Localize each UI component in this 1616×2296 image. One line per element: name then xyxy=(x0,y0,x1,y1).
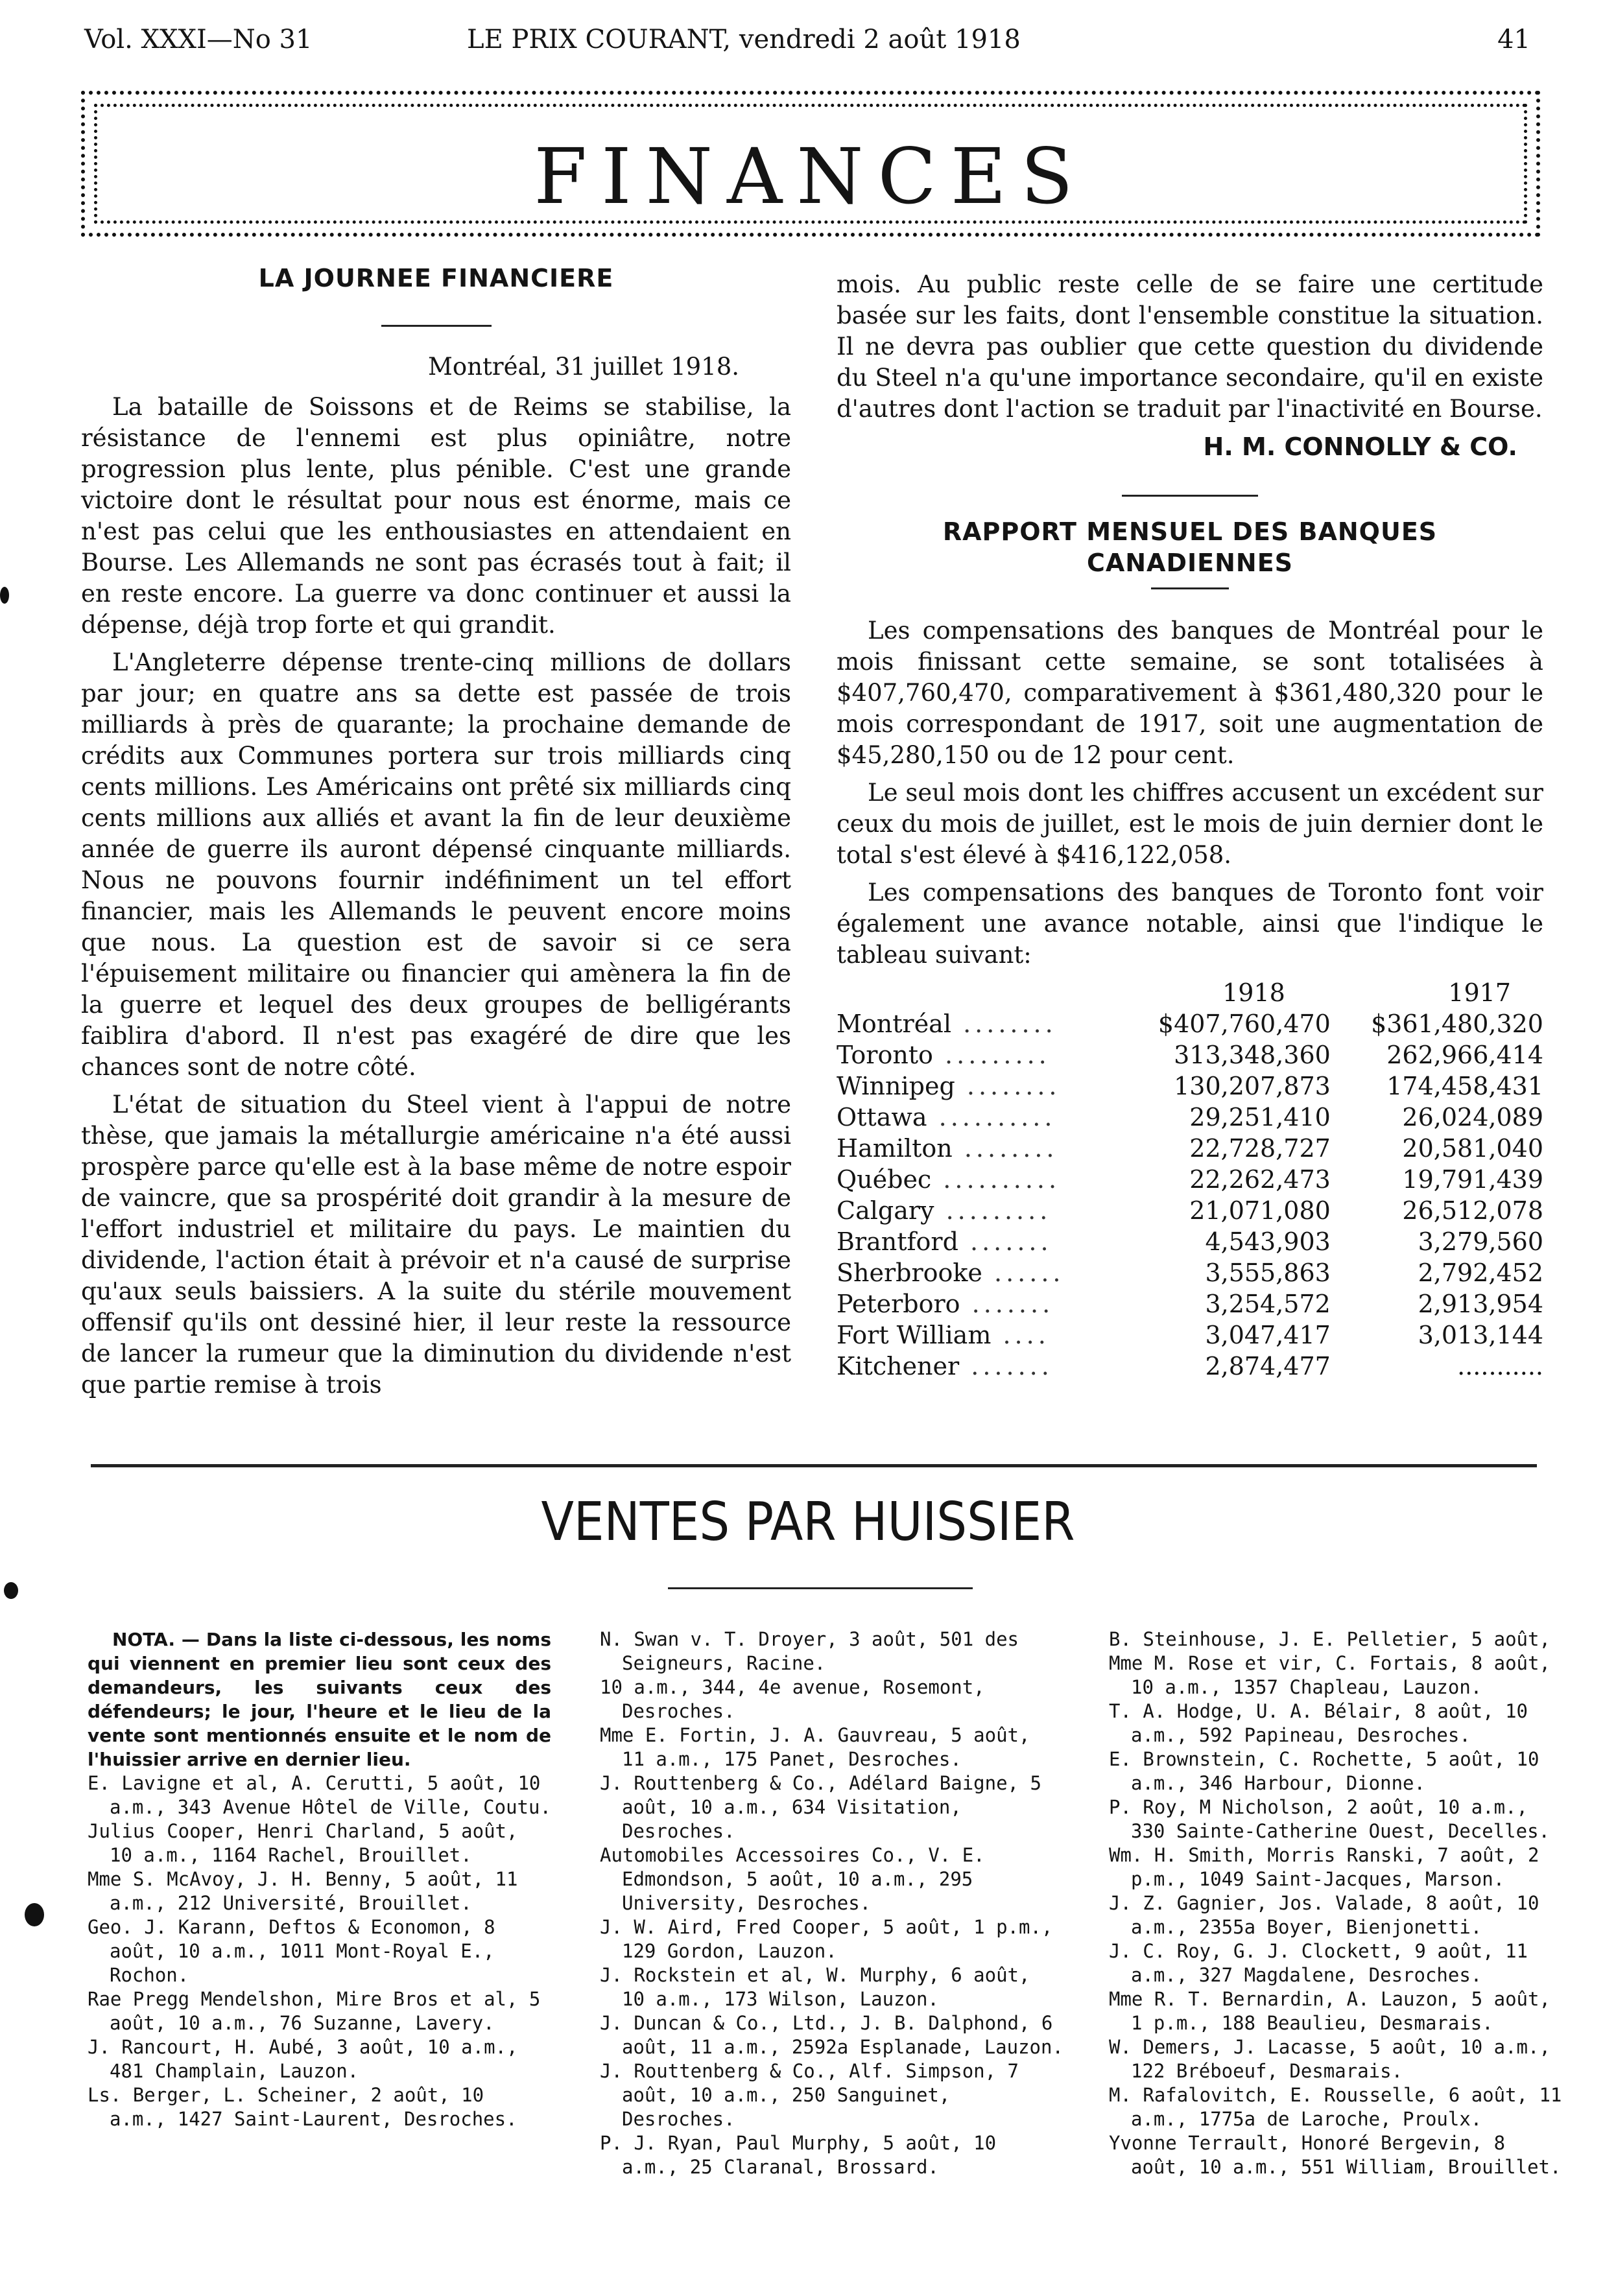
value-1918: 21,071,080 xyxy=(1189,1196,1331,1225)
value-1917: 3,279,560 xyxy=(1418,1227,1543,1256)
list-item: Geo. J. Karann, Deftos & Economon, 8 août, 10 a.m., 1011 Mont-Royal E., Rochon. xyxy=(88,1916,495,1986)
journal-title-date: LE PRIX COURANT, vendredi 2 août 1918 xyxy=(467,25,1021,54)
city-name: Hamilton xyxy=(837,1134,953,1163)
city-name: Québec xyxy=(837,1165,932,1194)
list-item: N. Swan v. T. Droyer, 3 août, 501 des Seigneurs, Racine. xyxy=(600,1628,1019,1674)
title-rule xyxy=(668,1587,973,1589)
list-item: E. Brownstein, C. Rochette, 5 août, 10 a.m., 346 Harbour, Dionne. xyxy=(1109,1748,1539,1794)
list-item: Yvonne Terrault, Honoré Bergevin, 8 août, 10 a.m., 551 William, Brouillet. xyxy=(1109,2132,1562,2178)
city-name: Toronto xyxy=(837,1041,933,1069)
list-item: J. Duncan & Co., Ltd., J. B. Dalphond, 6 août, 11 a.m., 2592a Esplanade, Lauzon. xyxy=(600,2012,1063,2058)
leader-dots: ........ xyxy=(951,1010,1057,1038)
list-item: Mme E. Fortin, J. A. Gauvreau, 5 août, 11 a.m., 175 Panet, Desroches. xyxy=(600,1724,1030,1770)
value-1917: $361,480,320 xyxy=(1371,1010,1543,1038)
ventes-column-1 xyxy=(88,1627,551,2131)
list-item: Mme R. T. Bernardin, A. Lauzon, 5 août, 1 p.m., 188 Beaulieu, Desmarais. xyxy=(1109,1988,1551,2034)
paragraph: Les compensations des banques de Toronto font voir également une avance notable, ainsi que l'indique le tableau suivant: xyxy=(837,879,1543,969)
leader-dots: ......... xyxy=(933,1041,1051,1069)
leader-dots: ....... xyxy=(960,1290,1054,1318)
table-row xyxy=(837,1351,1543,1382)
value-1918: 313,348,360 xyxy=(1174,1041,1331,1069)
paragraph: La bataille de Soissons et de Reims se stabilise, la résistance de l'ennemi est plus opiniâtre, notre progression plus lente, plus pénible. C'est une grande victoire dont le résultat pour nous est énorme, mais ce n'est pas celui que les enthousiastes en attendaient en Bourse. Les Allemands ne sont pas écrasés tout à fait; il en reste encore. La guerre va donc continuer et aussi la dépense, déjà trop forte et qui grandit. xyxy=(81,393,791,639)
article-title: RAPPORT MENSUEL DES BANQUES CANADIENNES xyxy=(942,517,1438,577)
city-cell xyxy=(837,1320,1118,1351)
city-cell xyxy=(837,1351,1118,1382)
city-cell xyxy=(837,1195,1118,1226)
ventes-column-3 xyxy=(1109,1627,1573,2179)
leader-dots: ....... xyxy=(959,1352,1053,1380)
margin-ink-mark xyxy=(25,1903,44,1926)
ventes-list xyxy=(1109,1627,1573,2179)
value-1917: 20,581,040 xyxy=(1402,1134,1543,1163)
value-1917: 2,913,954 xyxy=(1418,1290,1543,1318)
value-1918: 22,728,727 xyxy=(1189,1134,1331,1163)
city-cell xyxy=(837,1102,1118,1133)
list-item: J. Z. Gagnier, Jos. Valade, 8 août, 10 a.m., 2355a Boyer, Bienjonetti. xyxy=(1109,1892,1539,1938)
page-header xyxy=(84,18,1530,64)
table-row xyxy=(837,1320,1543,1351)
city-cell xyxy=(837,1164,1118,1195)
list-item: M. Rafalovitch, E. Rousselle, 6 août, 11 a.m., 1775a de Laroche, Proulx. xyxy=(1109,2084,1562,2130)
value-1918: 3,555,863 xyxy=(1205,1259,1331,1287)
value-1918: 4,543,903 xyxy=(1205,1227,1331,1256)
ventes-column-2 xyxy=(600,1627,1063,2179)
list-item: W. Demers, J. Lacasse, 5 août, 10 a.m., 122 Bréboeuf, Desmarais. xyxy=(1109,2036,1551,2082)
section-title: FINANCES xyxy=(534,132,1087,221)
dateline: Montréal, 31 juillet 1918. xyxy=(428,353,739,381)
margin-ink-mark xyxy=(0,587,9,604)
value-1918: 130,207,873 xyxy=(1174,1072,1331,1100)
city-cell xyxy=(837,1226,1118,1257)
list-item: P. J. Ryan, Paul Murphy, 5 août, 10 a.m., 25 Claranal, Brossard. xyxy=(600,2132,997,2178)
value-1918: 29,251,410 xyxy=(1189,1103,1331,1131)
list-item: Mme S. McAvoy, J. H. Benny, 5 août, 11 a.m., 212 Université, Brouillet. xyxy=(88,1868,518,1914)
list-item: J. C. Roy, G. J. Clockett, 9 août, 11 a.m., 327 Magdalene, Desroches. xyxy=(1109,1940,1528,1986)
leader-dots: .......... xyxy=(927,1103,1056,1131)
list-item: E. Lavigne et al, A. Cerutti, 5 août, 10 a.m., 343 Avenue Hôtel de Ville, Coutu. xyxy=(88,1772,551,1818)
value-1918: $407,760,470 xyxy=(1158,1010,1331,1038)
city-cell xyxy=(837,1133,1118,1164)
title-rule xyxy=(381,325,492,327)
article-title: LA JOURNEE FINANCIERE xyxy=(258,264,614,292)
leader-dots: ......... xyxy=(934,1196,1052,1225)
list-item: Mme M. Rose et vir, C. Fortais, 8 août, 10 a.m., 1357 Chapleau, Lauzon. xyxy=(1109,1652,1551,1698)
city-name: Peterboro xyxy=(837,1290,960,1318)
city-cell xyxy=(837,1288,1118,1320)
ventes-list xyxy=(600,1627,1063,2179)
title-rule xyxy=(1151,587,1229,589)
table-row xyxy=(837,1133,1543,1164)
list-item: Automobiles Accessoires Co., V. E. Edmondson, 5 août, 10 a.m., 295 University, Desroches. xyxy=(600,1844,985,1914)
table-row xyxy=(837,1195,1543,1226)
column-header: 1917 xyxy=(1448,978,1511,1007)
leader-dots: ...... xyxy=(982,1259,1065,1287)
list-item: J. W. Aird, Fred Cooper, 5 août, 1 p.m., 129 Gordon, Lauzon. xyxy=(600,1916,1053,1962)
ventes-title: VENTES PAR HUISSIER xyxy=(541,1491,1075,1553)
nota-paragraph: NOTA. — Dans la liste ci-dessous, les noms qui viennent en premier lieu sont ceux des demandeurs, les suivants ceux des défendeurs; le jour, l'heure et le lieu de la vente sont mentionnés ensuite et le nom de l'huissier arrive en dernier lieu. xyxy=(88,1629,551,1770)
section-divider xyxy=(91,1464,1537,1467)
clearings-table xyxy=(837,977,1543,1382)
city-name: Brantford xyxy=(837,1227,958,1256)
value-1918: 22,262,473 xyxy=(1189,1165,1331,1194)
value-1917: 19,791,439 xyxy=(1402,1165,1543,1194)
signature: H. M. CONNOLLY & CO. xyxy=(1203,432,1517,461)
column-header: 1918 xyxy=(1222,978,1285,1007)
table-row xyxy=(837,1226,1543,1257)
margin-ink-mark xyxy=(4,1582,18,1599)
table-header-row xyxy=(837,977,1543,1008)
list-item: Julius Cooper, Henri Charland, 5 août, 10 a.m., 1164 Rachel, Brouillet. xyxy=(88,1820,518,1866)
city-cell xyxy=(837,1071,1118,1102)
leader-dots: ....... xyxy=(958,1227,1052,1256)
table-row xyxy=(837,1071,1543,1102)
city-cell xyxy=(837,1257,1118,1288)
table-row xyxy=(837,1039,1543,1071)
value-1917: 3,013,144 xyxy=(1418,1321,1543,1349)
city-name: Montréal xyxy=(837,1010,951,1038)
paragraph: Le seul mois dont les chiffres accusent un excédent sur ceux du mois de juillet, est le mois de juin dernier dont le total s'est élevé à $416,122,058. xyxy=(837,779,1543,869)
paragraph: L'état de situation du Steel vient à l'appui de notre thèse, que jamais la métallurgie américaine n'a été aussi prospère parce qu'elle est à la base même de notre espoir de vaincre, que sa prospérité doit grandir à la mesure de l'effort industriel et militaire du pays. Le maintien du dividende, l'action était à prévoir et n'a causé de surprise qu'aux seuls baissiers. A la suite du stérile mouvement offensif qu'ils ont dessiné hier, il leur reste la ressource de lancer la rumeur que la diminution du dividende n'est que partie remise à trois xyxy=(81,1091,791,1399)
table-row xyxy=(837,1288,1543,1320)
section-banner xyxy=(81,91,1540,237)
list-item: J. Routtenberg & Co., Adélard Baigne, 5 août, 10 a.m., 634 Visitation, Desroches. xyxy=(600,1772,1041,1842)
right-column xyxy=(837,269,1543,1382)
value-1917: 2,792,452 xyxy=(1418,1259,1543,1287)
value-1918: 3,254,572 xyxy=(1205,1290,1331,1318)
value-1917: 26,024,089 xyxy=(1402,1103,1543,1131)
paragraph: L'Angleterre dépense trente-cinq millions de dollars par jour; en quatre ans sa dette est passée de trois milliards à près de quarante; la prochaine demande de crédits aux Communes portera sur trois milliards cinq cents millions. Les Américains ont prêté six milliards cinq cents millions aux alliés et avant la fin de leur deuxième année de guerre ils auront dépensé cinquante milliards. Nous ne pouvons fournir indéfiniment un tel effort financier, mais les Allemands le peuvent encore moins que nous. La question est de savoir si ce sera l'épuisement militaire ou financier qui amènera la fin de la guerre et lequel des deux groupes de belligérants faiblira d'abord. Il n'est pas exagéré de dire que les chances sont de notre côté. xyxy=(81,648,791,1081)
city-name: Sherbrooke xyxy=(837,1259,982,1287)
city-name: Calgary xyxy=(837,1196,934,1225)
city-name: Kitchener xyxy=(837,1352,960,1380)
leader-dots: ........ xyxy=(952,1134,1058,1163)
banner-inner-border xyxy=(94,104,1527,224)
ventes-list xyxy=(88,1771,551,2131)
city-cell xyxy=(837,1039,1118,1071)
value-1918: 2,874,477 xyxy=(1205,1352,1331,1380)
page-number: 41 xyxy=(1497,25,1530,54)
leader-dots: .......... xyxy=(931,1165,1061,1194)
article-journee-financiere xyxy=(81,263,791,1407)
city-cell xyxy=(837,1008,1118,1039)
table-row xyxy=(837,1257,1543,1288)
value-1917: ........... xyxy=(1457,1352,1543,1380)
list-item: B. Steinhouse, J. E. Pelletier, 5 août, xyxy=(1109,1628,1551,1650)
list-item: P. Roy, M Nicholson, 2 août, 10 a.m., 330 Sainte-Catherine Ouest, Decelles. xyxy=(1109,1796,1551,1842)
leader-dots: ........ xyxy=(955,1072,1061,1100)
table-row xyxy=(837,1008,1543,1039)
list-item: Ls. Berger, L. Scheiner, 2 août, 10 a.m., 1427 Saint-Laurent, Desroches. xyxy=(88,2084,517,2130)
table-row xyxy=(837,1164,1543,1195)
list-item: J. Rancourt, H. Aubé, 3 août, 10 a.m., 481 Champlain, Lauzon. xyxy=(88,2036,518,2082)
separator-rule xyxy=(1122,495,1258,497)
city-name: Ottawa xyxy=(837,1103,927,1131)
list-item: 10 a.m., 344, 4e avenue, Rosemont, Desroches. xyxy=(600,1676,985,1722)
paragraph: Les compensations des banques de Montréal pour le mois finissant cette semaine, se sont totalisées à $407,760,470, comparativement à $361,480,320 pour le mois correspondant de 1917, soit une augmentation de $45,280,150 ou de 12 pour cent. xyxy=(837,617,1543,769)
list-item: T. A. Hodge, U. A. Bélair, 8 août, 10 a.m., 592 Papineau, Desroches. xyxy=(1109,1700,1528,1746)
list-item: Rae Pregg Mendelshon, Mire Bros et al, 5 août, 10 a.m., 76 Suzanne, Lavery. xyxy=(88,1988,541,2034)
table-row xyxy=(837,1102,1543,1133)
leader-dots: .... xyxy=(991,1321,1050,1349)
list-item: J. Rockstein et al, W. Murphy, 6 août, 10 a.m., 173 Wilson, Lauzon. xyxy=(600,1964,1030,2010)
city-name: Winnipeg xyxy=(837,1072,955,1100)
continuation-paragraph: mois. Au public reste celle de se faire une certitude basée sur les faits, dont l'ensemble constitue la situation. Il ne devra pas oublier que cette question du dividende du Steel n'a qu'une importance secondaire, qu'il en existe d'autres dont l'action se traduit par l'inactivité en Bourse. xyxy=(837,270,1543,423)
value-1918: 3,047,417 xyxy=(1205,1321,1331,1349)
list-item: Wm. H. Smith, Morris Ranski, 7 août, 2 p.m., 1049 Saint-Jacques, Marson. xyxy=(1109,1844,1539,1890)
value-1917: 26,512,078 xyxy=(1402,1196,1543,1225)
city-name: Fort William xyxy=(837,1321,992,1349)
value-1917: 174,458,431 xyxy=(1386,1072,1543,1100)
list-item: J. Routtenberg & Co., Alf. Simpson, 7 août, 10 a.m., 250 Sanguinet, Desroches. xyxy=(600,2060,1019,2130)
volume-number: Vol. XXXI—No 31 xyxy=(84,25,313,54)
value-1917: 262,966,414 xyxy=(1386,1041,1543,1069)
